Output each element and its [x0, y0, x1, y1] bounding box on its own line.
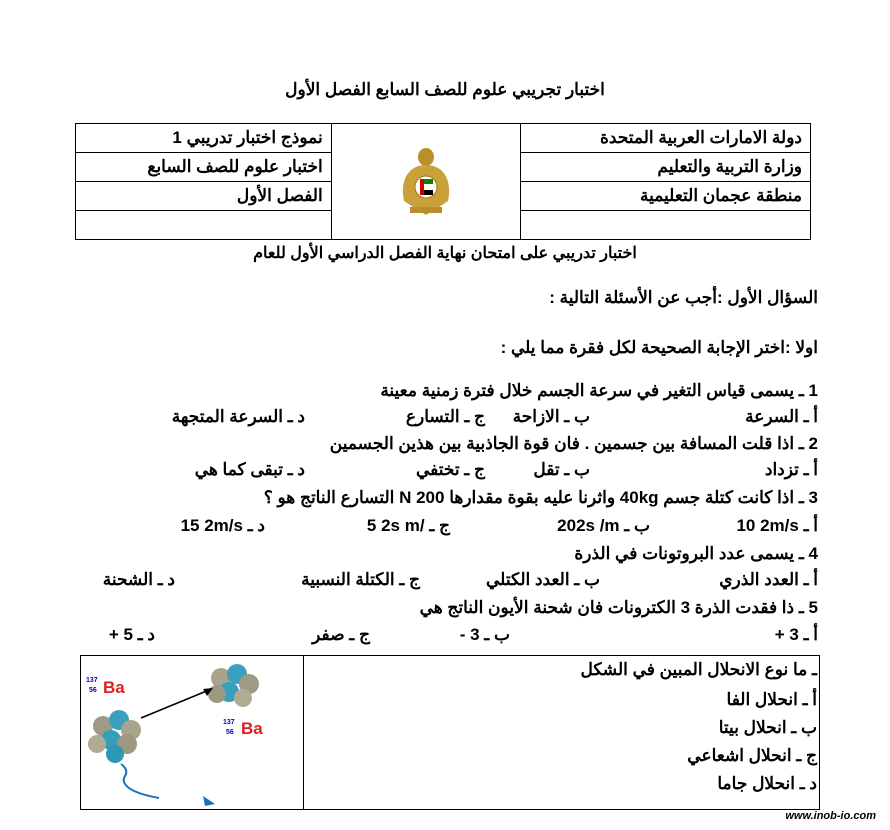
section-heading: السؤال الأول :أجب عن الأسئلة التالية : [549, 288, 818, 307]
emblem-cell [331, 124, 521, 240]
figure-atomic-2: 56 [226, 729, 234, 736]
q5-option-a: أ ـ 3 + [774, 625, 818, 644]
q6-option-c: ج ـ انحلال اشعاعي [687, 746, 817, 765]
q4-option-d: د ـ الشحنة [102, 570, 175, 589]
question-3: 3 ـ اذا كانت كتلة جسم 40kg واثرنا عليه بقوة مقدارها 200 N التسارع الناتج هو ؟ [263, 488, 818, 507]
q3-option-a-value: 10 2m/s [736, 516, 799, 535]
q3-option-b-label: ب ـ [624, 516, 650, 535]
question-4: 4 ـ يسمى عدد البروتونات في الذرة [574, 544, 818, 563]
q3-option-c-label: ج ـ [429, 516, 450, 535]
question-5: 5 ـ ذا فقدت الذرة 3 الكترونات فان شحنة الأيون الناتج هي [419, 598, 818, 617]
q5-option-d: د ـ 5 + [108, 625, 155, 644]
instruction: اولا :اختر الإجابة الصحيحة لكل فقرة مما يلي : [500, 338, 818, 357]
header-left-1: نموذج اختبار تدريبي 1 [76, 124, 332, 153]
q3-option-d-value: 15 2m/s [180, 516, 243, 535]
q5-option-c: ج ـ صفر [312, 625, 370, 644]
q1-option-d: د ـ السرعة المتجهة [171, 407, 305, 426]
header-left-3: الفصل الأول [76, 182, 332, 211]
figure-mass-1: 137 [86, 677, 98, 684]
daughter-nucleus [208, 664, 259, 707]
q6-option-d: د ـ انحلال جاما [717, 774, 817, 793]
q3-option-a [736, 516, 818, 536]
q3-option-d [181, 516, 265, 536]
header-right-4 [521, 211, 811, 240]
header-right-2: وزارة التربية والتعليم [521, 153, 811, 182]
footer-website: www.inob-io.com [785, 810, 876, 822]
q1-option-c: ج ـ التسارع [405, 407, 485, 426]
beta-decay-figure [81, 656, 303, 809]
q4-option-b: ب ـ العدد الكتلي [486, 570, 600, 589]
question-1: 1 ـ يسمى قياس التغير في سرعة الجسم خلال فترة زمنية معينة [380, 381, 818, 400]
q4-option-a: أ ـ العدد الذري [719, 570, 818, 589]
q6-option-a: أ ـ انحلال الفا [726, 690, 817, 709]
q3-option-d-label: د ـ [247, 516, 265, 535]
q5-option-b: ب ـ 3 - [459, 625, 510, 644]
figure-atomic-1: 56 [89, 687, 97, 694]
q4-option-c: ج ـ الكتلة النسبية [301, 570, 420, 589]
header-table [75, 123, 811, 240]
question-6-box [80, 655, 820, 810]
beta-particle-path [121, 764, 159, 798]
parent-nucleus [88, 710, 141, 763]
header-left-2: اختبار علوم للصف السابع [76, 153, 332, 182]
q6-option-b: ب ـ انحلال بيتا [718, 718, 817, 737]
q1-option-b: ب ـ الازاحة [512, 407, 590, 426]
q3-option-c [367, 516, 450, 536]
question-6: ـ ما نوع الانحلال المبين في الشكل [580, 660, 817, 679]
figure-element-1: Ba [103, 678, 125, 697]
q2-option-c: ج ـ تختفي [415, 460, 485, 479]
header-left-4 [76, 211, 332, 240]
q3-option-b [557, 516, 650, 536]
subtitle: اختبار تدريبي على امتحان نهاية الفصل الدراسي الأول للعام [253, 245, 637, 262]
q3-option-b-value: 202s /m [557, 516, 620, 535]
figure-mass-2: 137 [223, 719, 235, 726]
figure-element-2: Ba [241, 719, 263, 738]
decay-arrow [141, 690, 209, 718]
q2-option-b: ب ـ تقل [533, 460, 590, 479]
q2-option-a: أ ـ تزداد [764, 460, 818, 479]
q1-option-a: أ ـ السرعة [745, 407, 818, 426]
header-right-3: منطقة عجمان التعليمية [521, 182, 811, 211]
header-right-1: دولة الامارات العربية المتحدة [521, 124, 811, 153]
uae-emblem-icon [396, 139, 456, 219]
page-title: اختبار تجريبي علوم للصف السابع الفصل الأول [285, 80, 605, 99]
question-2: 2 ـ اذا قلت المسافة بين جسمين . فان قوة الجاذبية بين هذين الجسمين [329, 434, 818, 453]
q2-option-d: د ـ تبقى كما هي [194, 460, 305, 479]
q3-option-a-label: أ ـ [803, 516, 818, 535]
q3-option-c-value: 5 2s m/ [366, 516, 425, 535]
